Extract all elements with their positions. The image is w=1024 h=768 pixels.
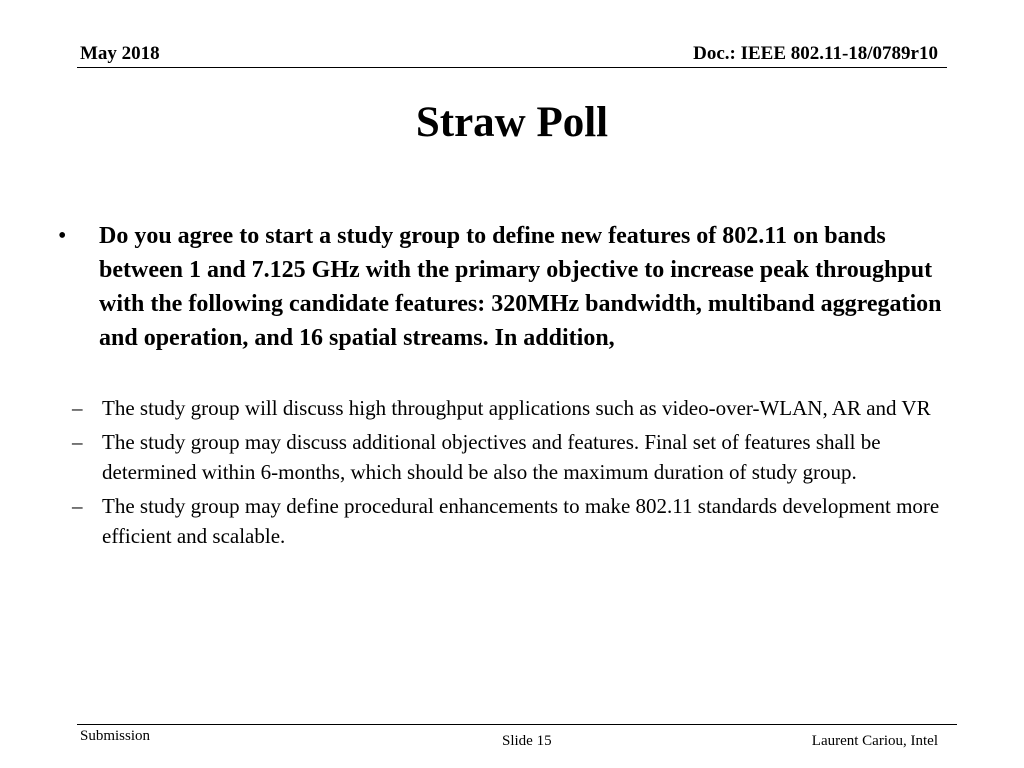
sub-bullet-list [72,393,962,555]
slide-title: Straw Poll [415,99,609,146]
dash-icon: – [72,430,83,454]
footer-author: Laurent Cariou, Intel [811,733,938,749]
main-bullet [58,219,968,355]
footer-submission: Submission [80,728,151,744]
dash-icon: – [72,494,83,518]
sub-bullet-item [72,393,962,423]
header-document-id: Doc.: IEEE 802.11-18/0789r10 [693,43,938,64]
main-bullet-text: Do you agree to start a study group to define new features of 802.11 on bands between 1 and 7.125 GHz with the primary objective to increase peak throughput with the following candidate features: 320MHz bandwidth, multiband aggregation and operation, and 16 spatial streams. In addition, [99,223,942,351]
sub-bullet-text: The study group may discuss additional objectives and features. Final set of features shall be determined within 6-months, which should be also the maximum duration of study group. [102,430,881,484]
sub-bullet-item [72,427,962,487]
sub-bullet-text: The study group will discuss high throughput applications such as video-over-WLAN, AR and VR [102,396,931,420]
header-date: May 2018 [80,43,160,64]
bullet-icon: • [58,223,67,249]
footer-slide-number: Slide 15 [502,733,552,749]
dash-icon: – [72,396,83,420]
sub-bullet-item [72,491,962,551]
footer-divider [77,724,957,725]
sub-bullet-text: The study group may define procedural enhancements to make 802.11 standards development more efficient and scalable. [102,494,940,548]
header-divider [77,67,947,68]
